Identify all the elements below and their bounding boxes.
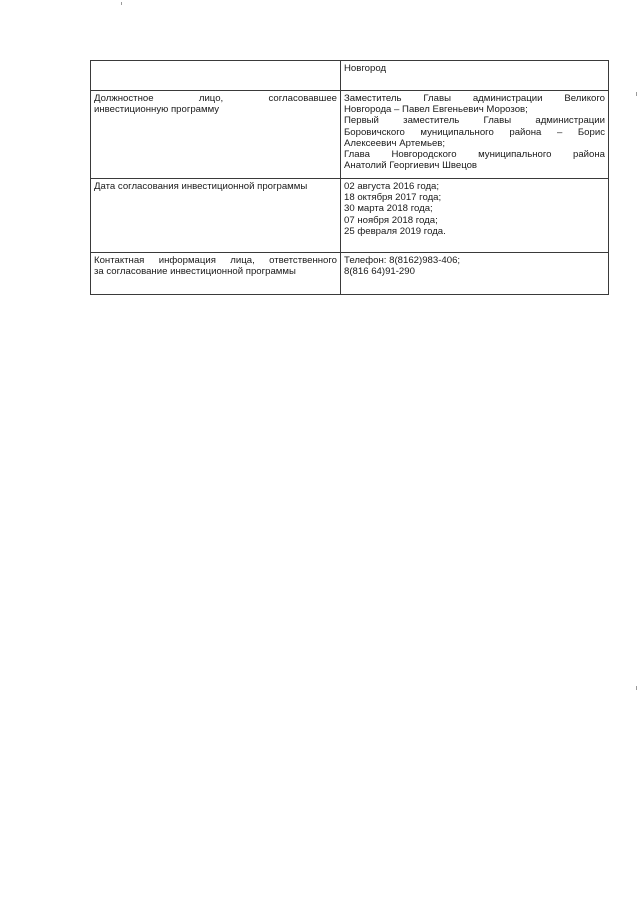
value-line: Анатолий Георгиевич Швецов [344,160,478,172]
label-cell-contact-info [91,253,341,295]
phone-line: Телефон: 8(8162)983-406; [344,255,461,266]
label-line: Должностное лицо, согласовавшее [94,93,337,104]
value-cell-approval-dates [341,179,609,253]
label-cell-approving-official [91,91,341,179]
value-line: Первый заместитель Главы администрации [344,115,605,127]
scan-artifact-right-2 [636,686,637,690]
table-row [91,179,609,253]
value-cell-contact-phones [341,253,609,295]
label-line: инвестиционную программу [94,104,220,116]
date-line: 30 марта 2018 года; [344,203,433,215]
investment-program-info-table [90,60,609,295]
label-line: Контактная информация лица, ответственного [94,255,337,266]
value-line: Заместитель Главы администрации Великого [344,93,605,104]
date-line: 18 октября 2017 года; [344,192,442,204]
date-line: 25 февраля 2019 года. [344,225,446,237]
label-cell-empty [91,61,341,91]
label-cell-approval-date [91,179,341,253]
date-line: 02 августа 2016 года; [344,181,440,192]
phone-line: 8(816 64)91-290 [344,266,415,278]
value-line: Глава Новгородского муниципального района [344,149,605,161]
value-cell-approving-officials [341,91,609,179]
value-line: Боровичского муниципального района – Борис [344,126,605,138]
value-line: Новгород [344,63,387,74]
table-row [91,91,609,179]
scan-artifact-top [121,2,122,5]
label-line: за согласование инвестиционной программы [94,266,296,278]
scan-artifact-right-1 [636,92,637,96]
label-line: Дата согласования инвестиционной программы [94,181,308,192]
value-line: Новгорода – Павел Евгеньевич Морозов; [344,104,528,116]
value-cell-city [341,61,609,91]
table-row [91,61,609,91]
table-row [91,253,609,295]
value-line: Алексеевич Артемьев; [344,137,446,149]
date-line: 07 ноября 2018 года; [344,214,438,226]
